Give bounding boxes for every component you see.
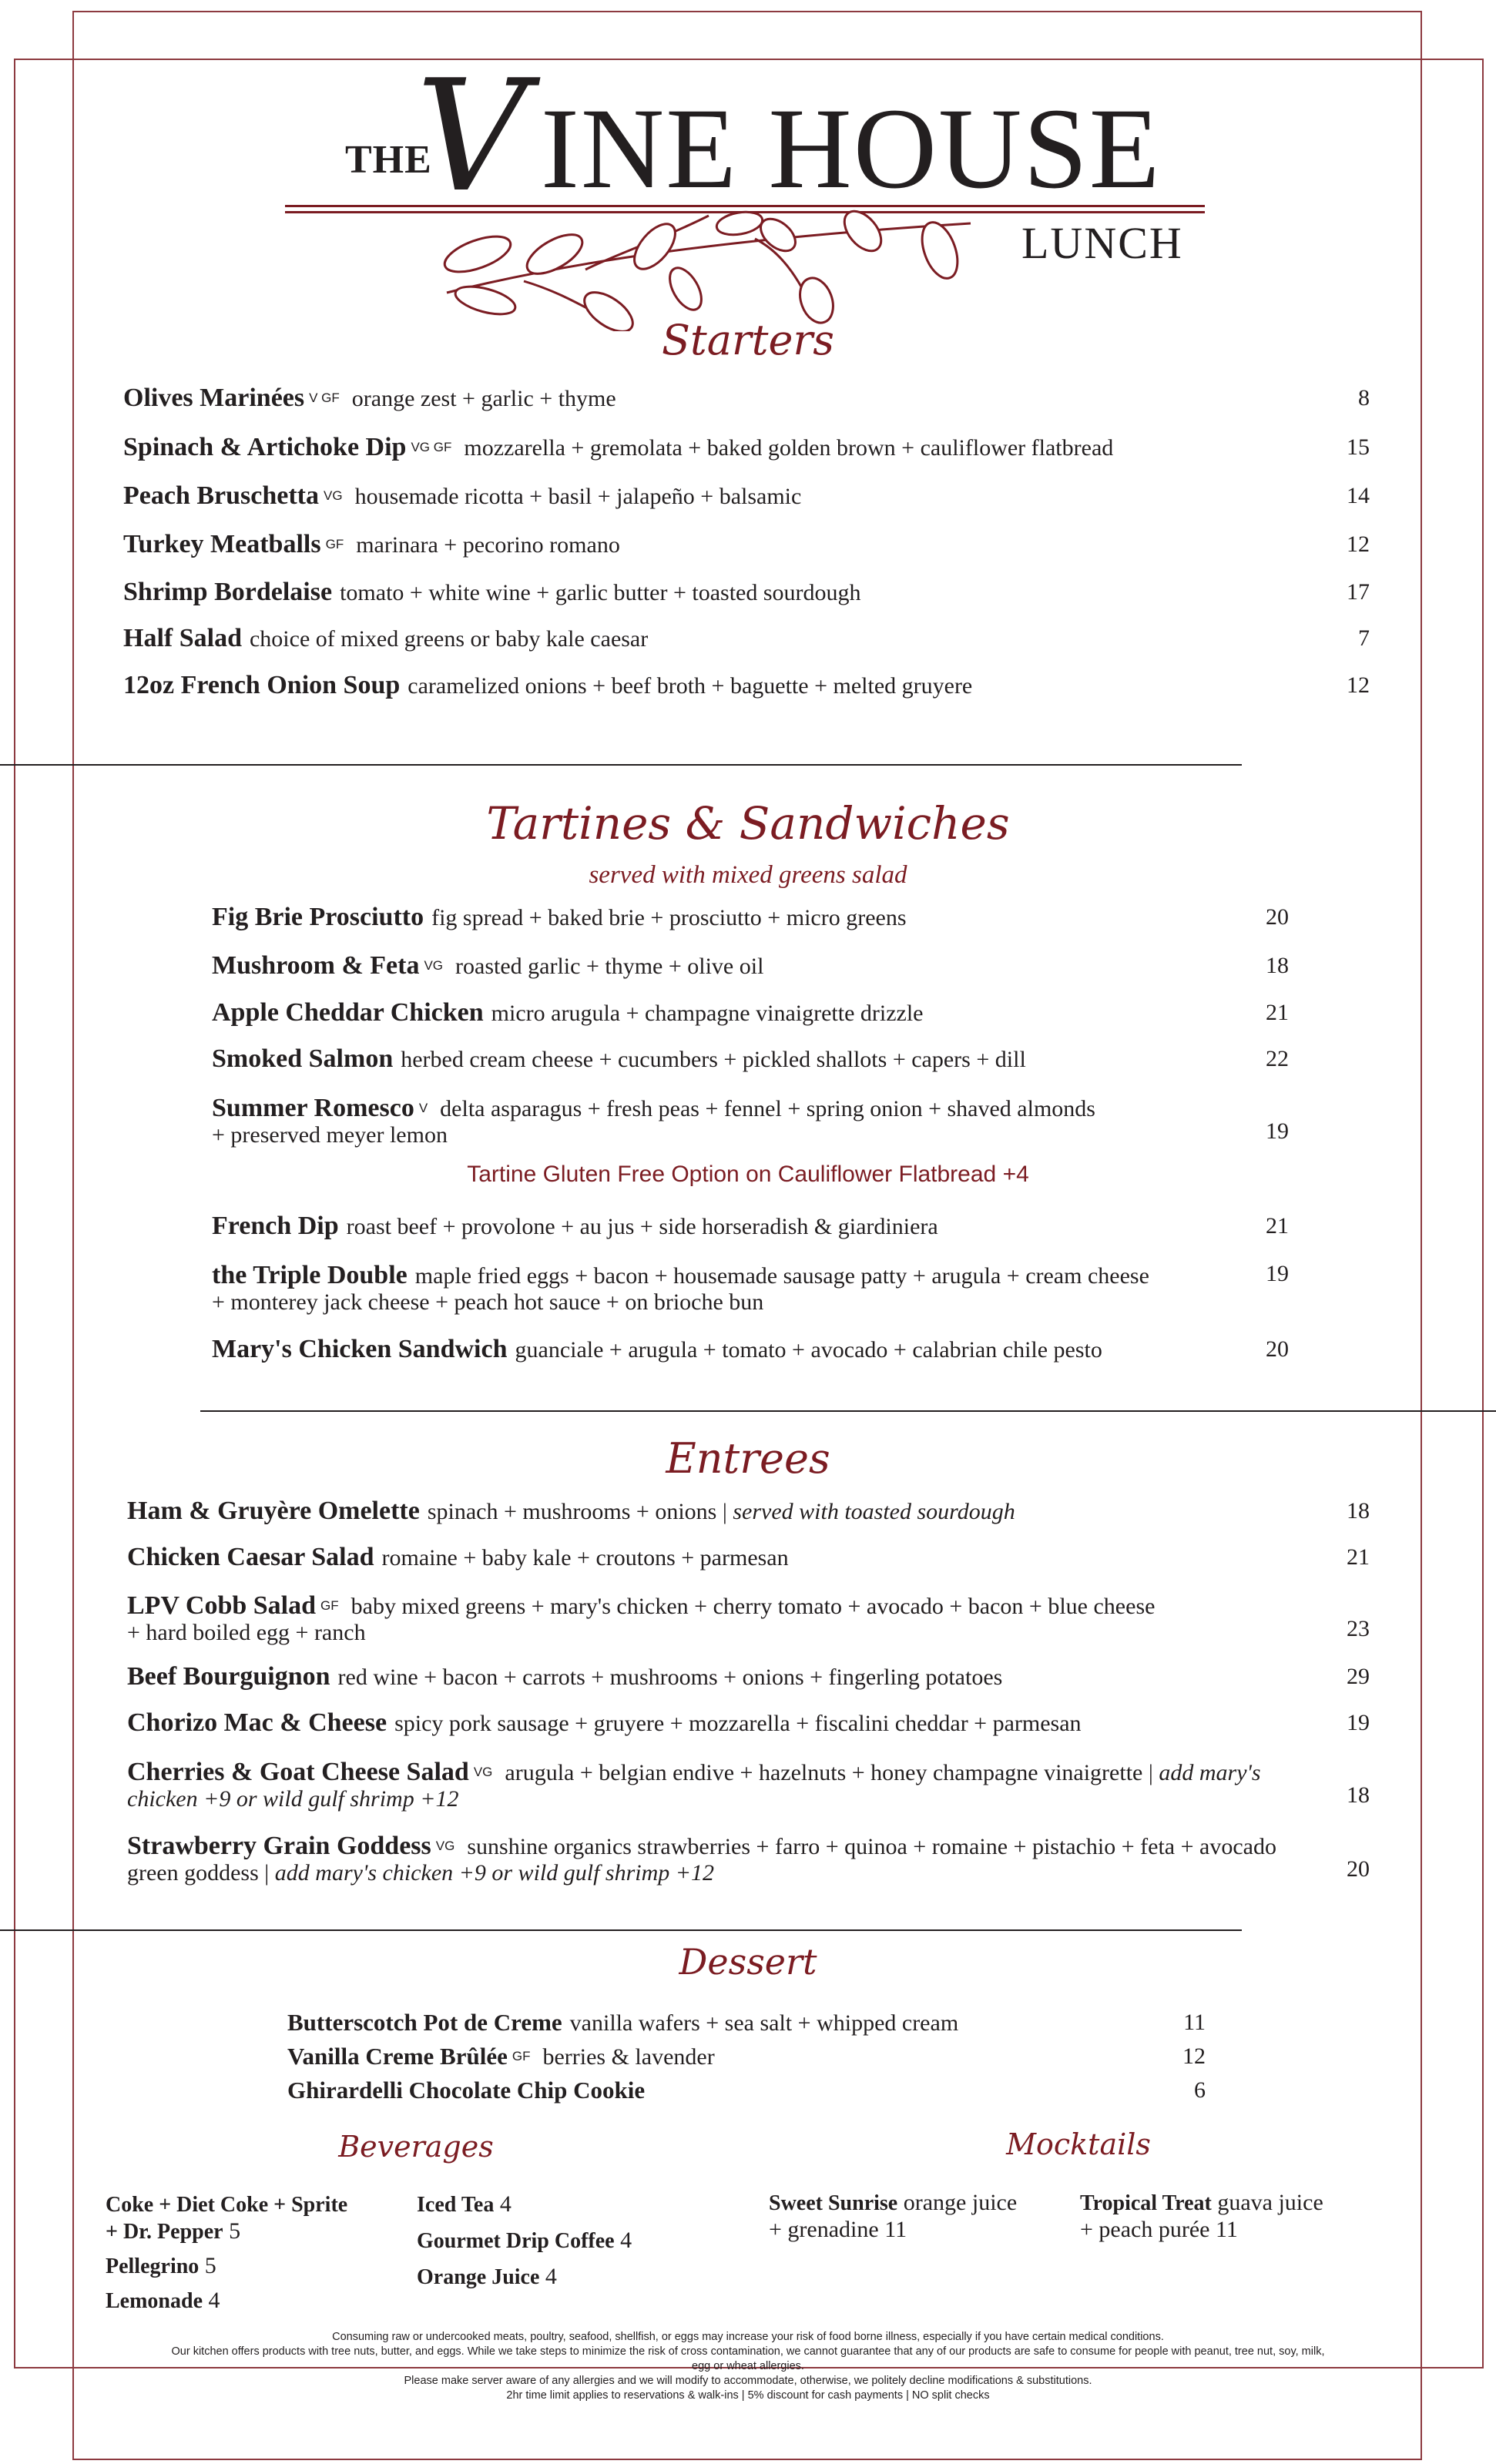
mocktail-item [769, 2190, 1017, 2243]
item-description: tomato + white wine + garlic butter + toasted sourdough [340, 580, 861, 605]
beverage-name: Pellegrino [106, 2254, 200, 2278]
beverage-item [417, 2228, 632, 2254]
dietary-tags: VG [435, 1839, 455, 1853]
mocktail-name: Tropical Treat [1080, 2191, 1212, 2215]
item-price: 8 [1358, 385, 1370, 411]
mocktail-description: guava juice [1217, 2190, 1323, 2215]
item-name: Olives Marinées [123, 384, 305, 412]
logo-the: THE [345, 138, 432, 182]
menu-item [123, 531, 1308, 558]
dietary-tags: V [418, 1101, 428, 1115]
header-logo [0, 0, 1496, 339]
menu-item [127, 1498, 1308, 1525]
mocktail-description: orange juice [903, 2190, 1018, 2215]
dietary-tags: GF [320, 1598, 339, 1613]
item-price: 7 [1358, 625, 1370, 651]
beverage-price: 4 [620, 2228, 632, 2253]
item-price: 20 [1347, 1856, 1370, 1882]
item-description: herbed cream cheese + cucumbers + pickled shallots + capers + dill [401, 1047, 1026, 1072]
dietary-tags: VG [324, 488, 343, 503]
menu-item [287, 2077, 645, 2104]
item-description-italic: add mary's chicken +9 or wild gulf shrimp +12 [274, 1860, 715, 1886]
menu-item [123, 483, 1308, 510]
beverage-item [417, 2191, 512, 2218]
item-description: delta asparagus + fresh peas + fennel + spring onion + shaved almonds [440, 1096, 1095, 1121]
item-description: marinara + pecorino romano [356, 532, 620, 558]
item-price: 19 [1347, 1710, 1370, 1735]
item-description: mozzarella + gremolata + baked golden brown + cauliflower flatbread [464, 435, 1114, 461]
divider-line [0, 764, 1242, 766]
menu-item [212, 1336, 1227, 1363]
beverage-price: 4 [499, 2191, 512, 2217]
item-price: 21 [1266, 1213, 1289, 1239]
item-name: Spinach & Artichoke Dip [123, 433, 407, 461]
menu-item [212, 904, 1227, 931]
item-name: Apple Cheddar Chicken [212, 998, 484, 1027]
item-name: 12oz French Onion Soup [123, 671, 401, 699]
divider-line [200, 1410, 1496, 1412]
item-name: Shrimp Bordelaise [123, 578, 333, 606]
item-description-italic: add mary's [1159, 1760, 1261, 1785]
item-price: 18 [1347, 1782, 1370, 1808]
item-description: orange zest + garlic + thyme [351, 386, 616, 411]
item-name: Mushroom & Feta [212, 951, 420, 980]
item-price: 15 [1347, 434, 1370, 460]
item-price: 12 [1182, 2043, 1206, 2069]
menu-item [212, 1262, 1227, 1316]
beverage-name: Gourmet Drip Coffee [417, 2229, 615, 2253]
item-description: maple fried eggs + bacon + housemade sausage patty + arugula + cream cheese [414, 1263, 1149, 1289]
dietary-tags: V GF [309, 391, 340, 405]
beverage-name: Orange Juice [417, 2265, 540, 2289]
item-description-italic: served with toasted sourdough [733, 1499, 1015, 1524]
mocktail-price: 11 [884, 2217, 907, 2242]
section-title-tartines: Tartines & Sandwiches [486, 797, 1010, 850]
section-title-entrees: Entrees [666, 1434, 830, 1483]
item-price: 20 [1266, 1336, 1289, 1362]
menu-item [212, 1213, 1227, 1240]
menu-item [212, 1046, 1227, 1073]
item-price: 22 [1266, 1046, 1289, 1071]
item-price: 18 [1266, 953, 1289, 978]
item-description: red wine + bacon + carrots + mushrooms + onions + fingerling potatoes [337, 1664, 1003, 1690]
item-price: 12 [1347, 531, 1370, 557]
menu-item [127, 1833, 1308, 1886]
menu-item [127, 1759, 1308, 1812]
item-description-continued: + hard boiled egg + ranch [127, 1620, 366, 1645]
section-subtitle: served with mixed greens salad [589, 861, 907, 889]
menu-item [123, 579, 1308, 606]
dietary-tags: GF [512, 2049, 531, 2063]
item-name: LPV Cobb Salad [127, 1591, 317, 1620]
item-name: Smoked Salmon [212, 1044, 394, 1073]
mocktail-name: Sweet Sunrise [769, 2191, 898, 2215]
item-description: romaine + baby kale + croutons + parmesan [381, 1545, 789, 1571]
menu-item [287, 2043, 715, 2070]
item-name: Half Salad [123, 624, 242, 652]
menu-item [123, 434, 1308, 461]
logo-rule [285, 205, 1205, 207]
gluten-free-note: Tartine Gluten Free Option on Cauliflower Flatbread +4 [467, 1162, 1029, 1187]
item-description-continued: green goddess | [127, 1860, 275, 1886]
beverage-item [106, 2191, 347, 2245]
mocktail-price: 11 [1216, 2217, 1238, 2242]
section-title-dessert: Dessert [679, 1941, 817, 1983]
menu-item [212, 1000, 1227, 1027]
mocktail-item [1080, 2190, 1323, 2243]
item-name: Chicken Caesar Salad [127, 1543, 374, 1571]
beverage-item [106, 2253, 216, 2280]
menu-item [212, 953, 1227, 980]
item-description: caramelized onions + beef broth + baguette + melted gruyere [408, 673, 973, 699]
section-title-starters: Starters [662, 316, 834, 364]
item-description: spinach + mushrooms + onions | [427, 1499, 733, 1524]
beverage-name: Iced Tea [417, 2193, 495, 2217]
beverage-price: 4 [208, 2288, 220, 2313]
item-name: Mary's Chicken Sandwich [212, 1335, 508, 1363]
item-name: Peach Bruschetta [123, 481, 320, 510]
mocktail-description-continued: + grenadine [769, 2217, 879, 2242]
footer-line: egg or wheat allergies. [692, 2360, 804, 2372]
menu-item [123, 672, 1308, 699]
item-description: roasted garlic + thyme + olive oil [455, 954, 764, 979]
menu-item [127, 1593, 1308, 1646]
item-price: 12 [1347, 672, 1370, 698]
beverage-item [106, 2288, 220, 2315]
item-description-continued: + monterey jack cheese + peach hot sauce + on brioche bun [212, 1289, 764, 1315]
item-price: 21 [1347, 1544, 1370, 1570]
item-description: spicy pork sausage + gruyere + mozzarella + fiscalini cheddar + parmesan [394, 1711, 1082, 1736]
item-description: choice of mixed greens or baby kale caesar [249, 626, 649, 652]
item-name: Turkey Meatballs [123, 530, 321, 558]
item-description: baby mixed greens + mary's chicken + cherry tomato + avocado + bacon + blue cheese [351, 1594, 1156, 1619]
item-name: Cherries & Goat Cheese Salad [127, 1758, 469, 1786]
item-description-italic: chicken +9 or wild gulf shrimp +12 [127, 1786, 459, 1812]
item-name: Vanilla Creme Brûlée [287, 2043, 508, 2070]
beverage-name: Coke + Diet Coke + Sprite [106, 2193, 348, 2217]
menu-item [127, 1544, 1308, 1571]
item-description: berries & lavender [542, 2044, 715, 2070]
beverage-item [417, 2264, 557, 2291]
item-description: sunshine organics strawberries + farro + quinoa + romaine + pistachio + feta + avocado [467, 1834, 1276, 1859]
dietary-tags: VG [424, 958, 444, 973]
dietary-tags: VG GF [411, 440, 452, 454]
item-name: the Triple Double [212, 1261, 408, 1289]
item-name: French Dip [212, 1212, 339, 1240]
item-description-continued: + preserved meyer lemon [212, 1122, 448, 1148]
footer-line: Please make server aware of any allergies and we will modify to accommodate, otherwise, we politely decline modifications & substitutions. [404, 2375, 1092, 2387]
item-price: 23 [1347, 1616, 1370, 1641]
logo-name: INE HOUSE [541, 85, 1162, 213]
item-name: Chorizo Mac & Cheese [127, 1708, 387, 1737]
item-price: 6 [1194, 2077, 1206, 2103]
item-price: 14 [1347, 483, 1370, 508]
item-description: vanilla wafers + sea salt + whipped cream [569, 2010, 959, 2036]
menu-item [127, 1710, 1308, 1737]
menu-item [123, 625, 1308, 652]
menu-item [212, 1095, 1227, 1148]
item-name: Beef Bourguignon [127, 1662, 330, 1691]
footer-line: 2hr time limit applies to reservations & walk-ins | 5% discount for cash payments | NO split checks [506, 2389, 990, 2402]
beverage-price: 5 [229, 2218, 241, 2244]
item-price: 19 [1266, 1261, 1289, 1286]
item-price: 18 [1347, 1498, 1370, 1524]
beverage-price: 5 [204, 2253, 216, 2278]
beverage-name-continued: + Dr. Pepper [106, 2220, 223, 2244]
footer-line: Our kitchen offers products with tree nuts, butter, and eggs. While we take steps to minimize the risk of cross contamination, we cannot guarantee that any of our products are safe to consume for people with peanut, tree nut, soy, milk, [171, 2345, 1325, 2358]
footer-disclaimer [69, 2330, 1427, 2403]
item-price: 19 [1266, 1118, 1289, 1144]
menu-item [127, 1664, 1308, 1691]
item-name: Fig Brie Prosciutto [212, 903, 424, 931]
menu-item [123, 385, 1308, 412]
divider-line [0, 1929, 1242, 1931]
logo-v-script: V [416, 47, 528, 226]
dietary-tags: GF [325, 537, 344, 551]
item-name: Ghirardelli Chocolate Chip Cookie [287, 2077, 646, 2104]
item-description: roast beef + provolone + au jus + side horseradish & giardiniera [346, 1214, 938, 1239]
item-name: Summer Romesco [212, 1094, 414, 1122]
item-price: 29 [1347, 1664, 1370, 1689]
item-name: Butterscotch Pot de Creme [287, 2009, 562, 2036]
item-price: 17 [1347, 579, 1370, 605]
item-description: fig spread + baked brie + prosciutto + micro greens [431, 905, 907, 930]
item-description: arugula + belgian endive + hazelnuts + honey champagne vinaigrette | [505, 1760, 1159, 1785]
item-name: Strawberry Grain Goddess [127, 1832, 431, 1860]
leaves-illustration [431, 208, 986, 331]
item-description: micro arugula + champagne vinaigrette drizzle [491, 1001, 924, 1026]
section-title-mocktails: Mocktails [1006, 2127, 1151, 2161]
item-price: 21 [1266, 1000, 1289, 1025]
menu-item [287, 2010, 958, 2037]
section-title-beverages: Beverages [338, 2130, 494, 2164]
menu-label: LUNCH [1021, 218, 1183, 268]
item-description: housemade ricotta + basil + jalapeño + balsamic [354, 484, 802, 509]
footer-line: Consuming raw or undercooked meats, poultry, seafood, shellfish, or eggs may increase your risk of food borne illness, especially if you have certain medical conditions. [332, 2331, 1164, 2343]
dietary-tags: VG [473, 1765, 493, 1779]
mocktail-description-continued: + peach purée [1080, 2217, 1210, 2242]
beverage-price: 4 [545, 2264, 557, 2289]
beverage-name: Lemonade [106, 2289, 203, 2313]
item-price: 11 [1183, 2010, 1206, 2035]
item-price: 20 [1266, 904, 1289, 930]
item-description: guanciale + arugula + tomato + avocado + calabrian chile pesto [515, 1337, 1102, 1363]
item-name: Ham & Gruyère Omelette [127, 1497, 420, 1525]
